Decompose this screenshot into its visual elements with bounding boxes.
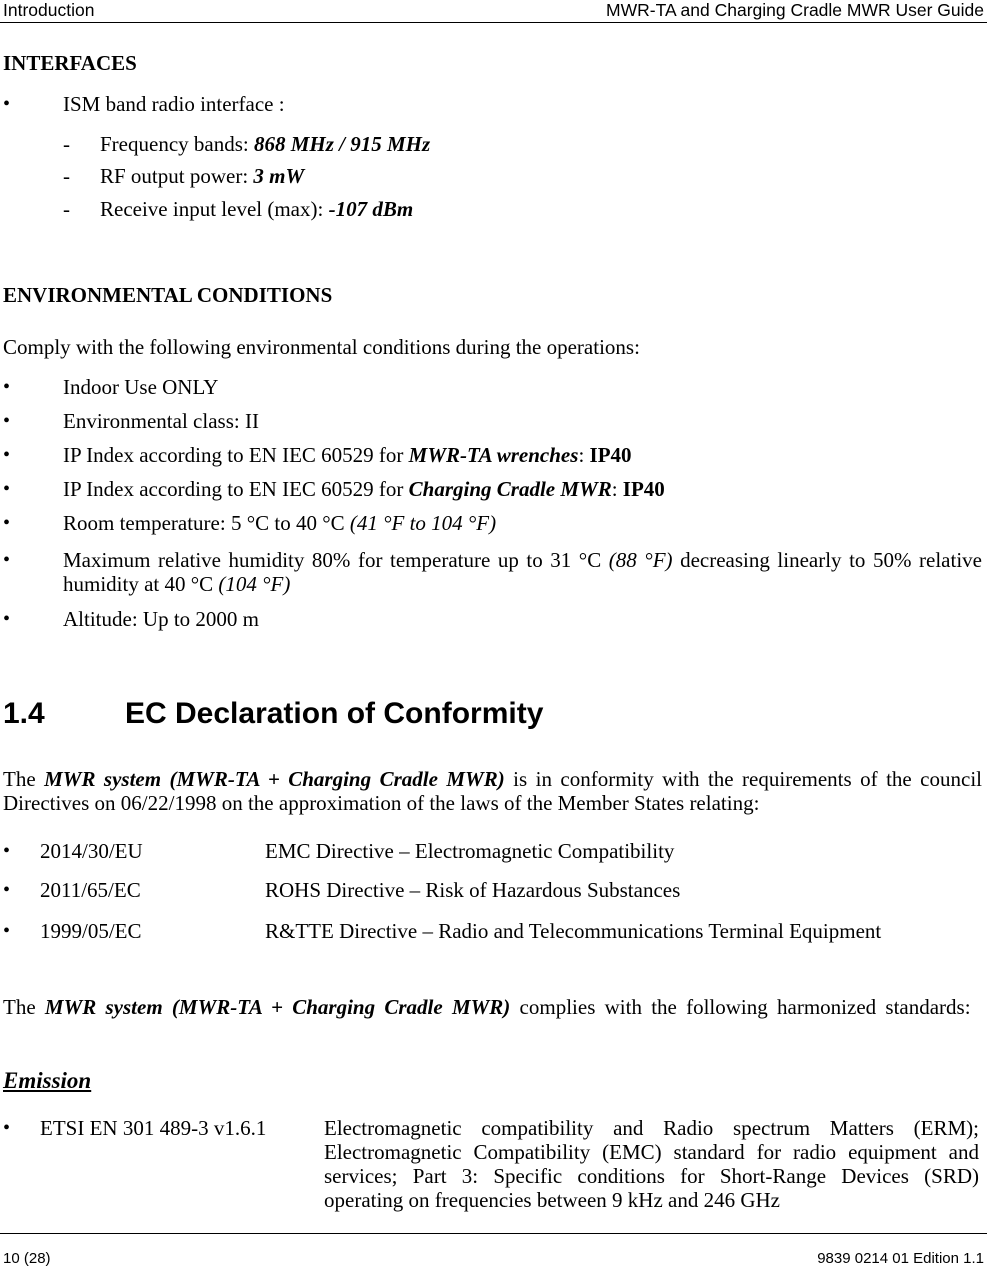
bullet-icon: • xyxy=(3,840,11,862)
env-class: Environmental class: II xyxy=(63,409,259,433)
emission-heading: Emission xyxy=(3,1068,92,1093)
bullet-icon: • xyxy=(3,1117,11,1139)
directive-code: 1999/05/EC xyxy=(40,919,142,943)
altitude: Altitude: Up to 2000 m xyxy=(63,607,259,631)
bullet-icon: • xyxy=(3,512,11,534)
bullet-icon: • xyxy=(3,444,11,466)
doc-number: 9839 0214 01 Edition 1.1 xyxy=(817,1250,984,1267)
environment-intro: Comply with the following environmental conditions during the operations: xyxy=(3,335,640,359)
bullet-icon: • xyxy=(3,920,11,942)
header-doc-title: MWR-TA and Charging Cradle MWR User Guide xyxy=(606,0,984,20)
environment-heading: ENVIRONMENTAL CONDITIONS xyxy=(3,283,333,307)
dash-icon: - xyxy=(63,197,70,221)
bullet-icon: • xyxy=(3,879,11,901)
humidity: Maximum relative humidity 80% for temperature up to 31 °C (88 °F) decreasing linearly to 50% relative humidity at 40 °C (104 °F) xyxy=(63,548,982,596)
indoor-use: Indoor Use ONLY xyxy=(63,375,219,399)
bullet-icon: • xyxy=(3,376,11,398)
standards-paragraph: The MWR system (MWR-TA + Charging Cradle MWR) complies with the following harmonized standards: xyxy=(3,995,971,1019)
ip-index-wrenches: IP Index according to EN IEC 60529 for MWR-TA wrenches: IP40 xyxy=(63,443,632,467)
ip-index-cradle: IP Index according to EN IEC 60529 for Charging Cradle MWR: IP40 xyxy=(63,477,665,501)
ism-item: ISM band radio interface : xyxy=(63,92,285,116)
section-number: 1.4 xyxy=(3,697,45,730)
bullet-icon: • xyxy=(3,93,11,115)
bullet-icon: • xyxy=(3,478,11,500)
rx-level: Receive input level (max): -107 dBm xyxy=(100,197,414,221)
room-temperature: Room temperature: 5 °C to 40 °C (41 °F to 104 °F) xyxy=(63,511,497,535)
emission-desc: Electromagnetic compatibility and Radio spectrum Matters (ERM); Electromagnetic Compatibility (EMC) standard for radio equipment and services; Part 3: Specific conditions for Short-Range Devices (SRD) operating on frequencies between 9 kHz and 246 GHz xyxy=(324,1116,979,1212)
page-header xyxy=(0,0,987,23)
conformity-paragraph: The MWR system (MWR-TA + Charging Cradle MWR) is in conformity with the requirements of the council Directives on 06/22/1998 on the approximation of the laws of the Member States relating: xyxy=(3,767,982,815)
directive-code: 2014/30/EU xyxy=(40,839,143,863)
freq-bands: Frequency bands: 868 MHz / 915 MHz xyxy=(100,132,431,156)
bullet-icon: • xyxy=(3,549,11,571)
directive-desc: EMC Directive – Electromagnetic Compatibility xyxy=(265,839,675,863)
page-number: 10 (28) xyxy=(3,1250,51,1267)
directive-desc: ROHS Directive – Risk of Hazardous Substances xyxy=(265,878,681,902)
emission-standard: ETSI EN 301 489-3 v1.6.1 xyxy=(40,1116,267,1140)
dash-icon: - xyxy=(63,132,70,156)
header-chapter: Introduction xyxy=(3,0,95,20)
interfaces-heading: INTERFACES xyxy=(3,51,137,75)
bullet-icon: • xyxy=(3,608,11,630)
directive-desc: R&TTE Directive – Radio and Telecommunications Terminal Equipment xyxy=(265,919,882,943)
section-title: EC Declaration of Conformity xyxy=(125,697,544,730)
directive-code: 2011/65/EC xyxy=(40,878,141,902)
page-footer xyxy=(0,1233,987,1282)
bullet-icon: • xyxy=(3,410,11,432)
rf-power: RF output power: 3 mW xyxy=(100,164,305,188)
dash-icon: - xyxy=(63,164,70,188)
